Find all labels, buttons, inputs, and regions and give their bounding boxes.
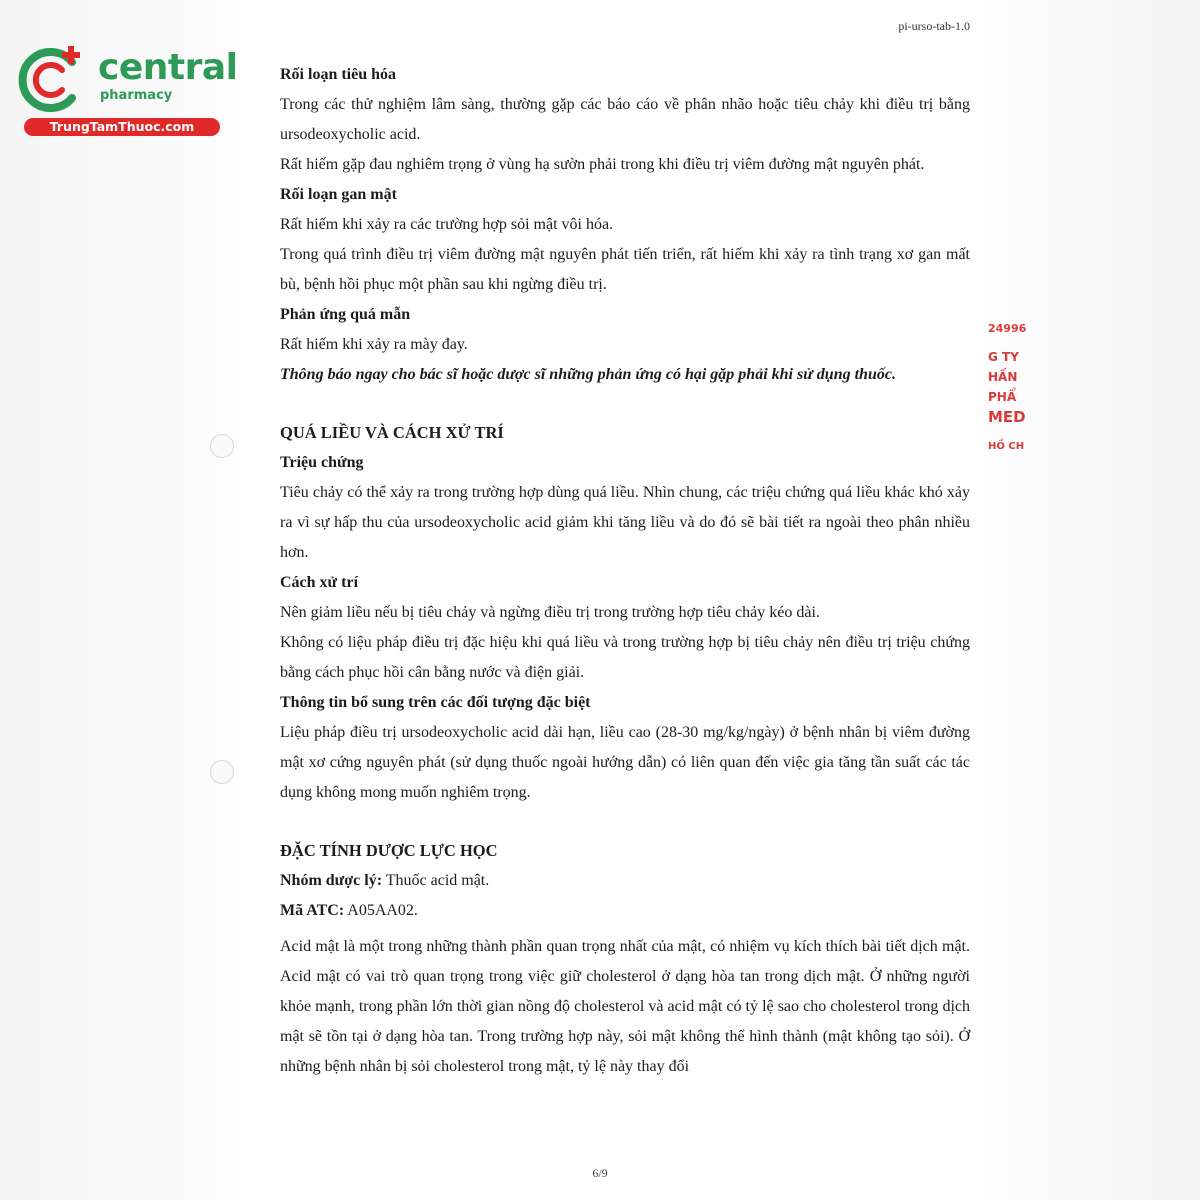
paragraph: Tiêu chảy có thể xảy ra trong trường hợp dùng quá liều. Nhìn chung, các triệu chứng quá liều khác khó xảy ra vì sự hấp thu của ursodeoxycholic acid giảm khi tăng liều và do đó sẽ bài tiết ra ngoài theo phân nhiều hơn. [280,484,970,561]
central-pharmacy-logo-icon [10,40,90,120]
pharmacological-group-value: Thuốc acid mật. [385,872,490,889]
stamp-line: G TY [988,350,1019,364]
section-heading-overdose: QUÁ LIỀU VÀ CÁCH XỬ TRÍ [280,423,504,442]
stamp-line: 24996 [988,322,1027,335]
section-subheading: Triệu chứng [280,454,364,471]
document-body [280,60,970,1082]
stamp-line: HẤN [988,370,1018,384]
paragraph: Rất hiếm khi xảy ra mày đay. [280,336,468,353]
stamp-line: MED [988,408,1026,426]
brand-name: central [98,47,238,88]
brand-url-badge[interactable]: TrungTamThuoc.com [24,118,220,136]
stamp-line: HỒ CH [988,441,1025,452]
pharmacological-group [280,866,970,896]
pharmacological-group-label: Nhóm dược lý: [280,872,383,889]
warning-note: Thông báo ngay cho bác sĩ hoặc dược sĩ những phản ứng có hại gặp phải khi sử dụng thuốc. [280,366,896,383]
punch-hole-top [210,434,234,458]
paragraph: Rất hiếm gặp đau nghiêm trọng ở vùng hạ sườn phải trong khi điều trị viêm đường mật nguyên phát. [280,156,925,173]
atc-code [280,896,970,926]
paragraph: Acid mật là một trong những thành phần quan trọng nhất của mật, có nhiệm vụ kích thích bài tiết dịch mật. Acid mật có vai trò quan trọng trong việc giữ cholesterol ở dạng hòa tan trong dịch mật. Ở những người khỏe mạnh, trong phần lớn thời gian nồng độ cholesterol và acid mật có tỷ lệ sao cho cholesterol trong dịch mật sẽ tồn tại ở dạng hòa tan. Trong trường hợp này, sỏi mật không thể hình thành (mật không tạo sỏi). Ở những bệnh nhân bị sỏi cholesterol trong mật, tỷ lệ này thay đổi [280,938,970,1075]
page-number: 6/9 [592,1166,608,1180]
brand-subtitle: pharmacy [100,88,173,103]
atc-code-label: Mã ATC: [280,902,345,919]
section-subheading: Thông tin bổ sung trên các đối tượng đặc biệt [280,694,591,711]
section-heading-pharmacodynamics: ĐẶC TÍNH DƯỢC LỰC HỌC [280,841,498,860]
punch-hole-bottom [210,760,234,784]
atc-code-value: A05AA02. [347,902,418,919]
paragraph: Rất hiếm khi xảy ra các trường hợp sỏi mật vôi hóa. [280,216,614,233]
paragraph: Không có liệu pháp điều trị đặc hiệu khi quá liều và trong trường hợp bị tiêu chảy nên điều trị triệu chứng bằng cách phục hồi cân bằng nước và điện giải. [280,634,970,681]
section-subheading: Cách xử trí [280,574,359,591]
section-subheading: Rối loạn tiêu hóa [280,66,397,83]
paragraph: Nên giảm liều nếu bị tiêu chảy và ngừng điều trị trong trường hợp tiêu chảy kéo dài. [280,604,820,621]
document-code: pi-urso-tab-1.0 [898,19,970,33]
stamp-line: PHẨ [988,390,1017,404]
company-stamp [980,318,1040,468]
brand-logo[interactable] [10,40,238,136]
section-subheading: Rối loạn gan mật [280,186,397,203]
section-subheading: Phản ứng quá mẫn [280,306,411,323]
paragraph: Trong các thử nghiệm lâm sàng, thường gặp các báo cáo về phân nhão hoặc tiêu chảy khi điều trị bằng ursodeoxycholic acid. [280,96,970,143]
paragraph: Trong quá trình điều trị viêm đường mật nguyên phát tiến triển, rất hiếm khi xảy ra tình trạng xơ gan mất bù, bệnh hồi phục một phần sau khi ngừng điều trị. [280,246,970,293]
paragraph: Liệu pháp điều trị ursodeoxycholic acid dài hạn, liều cao (28-30 mg/kg/ngày) ở bệnh nhân bị viêm đường mật xơ cứng nguyên phát (sử dụng thuốc ngoài hướng dẫn) có liên quan đến việc gia tăng tần suất các tác dụng không mong muốn nghiêm trọng. [280,724,970,801]
